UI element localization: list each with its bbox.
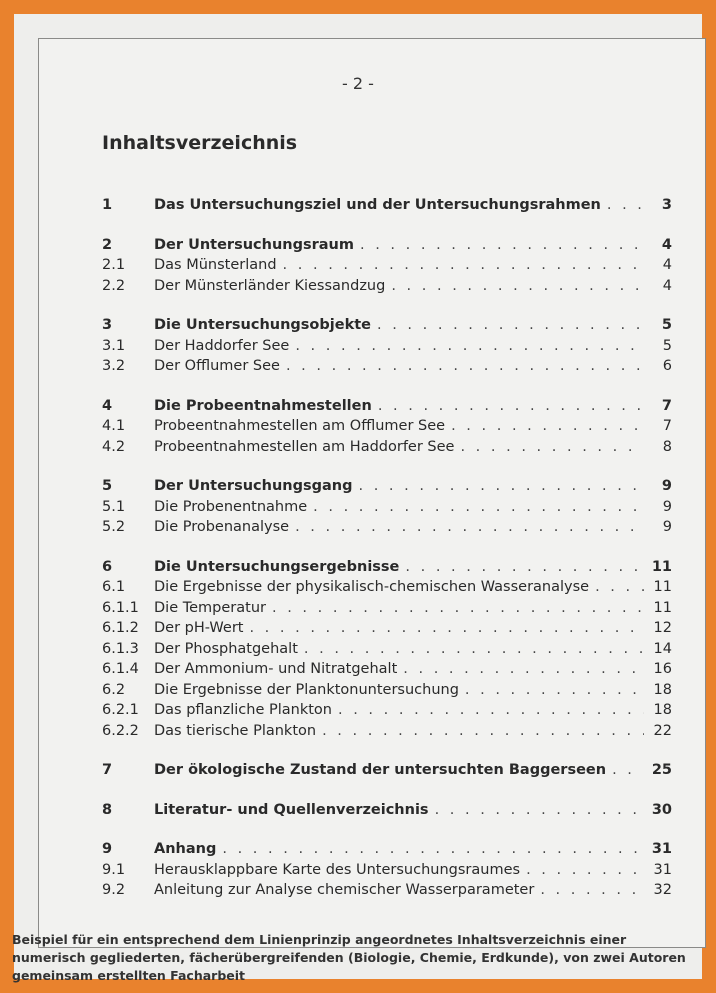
toc-entry-number: 4.2 [102, 438, 126, 455]
toc-entry-page: 5 [662, 337, 672, 354]
toc-entry-number: 5.2 [102, 519, 126, 535]
toc-entry-page: 11 [653, 599, 672, 616]
toc-entry-label: Der Münsterländer Kiessandzug [154, 277, 386, 294]
dot-leader [451, 416, 644, 437]
toc-entry-number: 1 [102, 197, 113, 213]
toc-entry [102, 800, 672, 821]
toc-entry-label: Der Haddorfer See [154, 337, 290, 354]
dot-leader [378, 396, 644, 417]
toc-entry-number: 9.1 [102, 861, 126, 878]
toc-entry-page: 18 [653, 681, 672, 698]
toc-entry-number: 4.1 [102, 418, 126, 434]
dot-leader [322, 721, 644, 742]
toc-entry [102, 880, 672, 901]
toc-entry [102, 557, 672, 578]
toc-entry-number: 2 [102, 236, 113, 253]
toc-entry [102, 497, 672, 518]
dot-leader [612, 760, 644, 781]
toc-entry-label: Die Ergebnisse der Planktonuntersuchung [154, 681, 459, 698]
toc-entry-number: 6.2.1 [102, 702, 139, 718]
toc-entry-label: Probeentnahmestellen am Offlumer See [154, 418, 446, 434]
dot-leader [360, 235, 644, 256]
toc-entry-label: Die Probenanalyse [154, 519, 290, 535]
dot-leader [405, 557, 644, 578]
toc-entry [102, 760, 672, 781]
toc-entry [102, 839, 672, 860]
dot-leader [304, 639, 644, 660]
toc-entry [102, 437, 672, 458]
toc-entry-page: 4 [661, 236, 672, 253]
toc-entry-page: 8 [662, 438, 672, 455]
dot-leader [391, 276, 644, 297]
toc-entry-number: 7 [102, 762, 113, 778]
toc-entry-number: 6.1.3 [102, 640, 139, 657]
toc-entry [102, 721, 672, 742]
toc-entry-page: 32 [653, 882, 672, 898]
toc-entry [102, 517, 672, 538]
toc-entry-page: 25 [651, 762, 672, 778]
toc-entry [102, 276, 672, 297]
toc-entry-page: 9 [662, 519, 672, 535]
toc-entry-page: 9 [662, 498, 672, 515]
dot-leader [358, 476, 644, 497]
dot-leader [465, 680, 644, 701]
toc-entry-label: Das Münsterland [154, 257, 277, 273]
figure-caption: Beispiel für ein entsprechend dem Linienprinzip angeordnetes Inhaltsverzeichnis einer numerisch gegliederten, fächerübergreifenden (Biologie, Chemie, Erdkunde), von zwei Autoren gemeinsam erstellten Facharbeit [12, 932, 686, 983]
dot-leader [595, 577, 644, 598]
dot-leader [460, 437, 644, 458]
toc-entry-label: Das pflanzliche Plankton [154, 702, 332, 718]
toc-entry [102, 315, 672, 336]
toc-entry-number: 6.2 [102, 681, 126, 698]
toc-entry-label: Probeentnahmestellen am Haddorfer See [154, 438, 455, 455]
toc-entry-page: 31 [653, 861, 672, 878]
toc-entry-page: 30 [651, 801, 672, 818]
dot-leader [249, 618, 644, 639]
toc-entry-page: 7 [662, 418, 672, 434]
dot-leader [526, 860, 644, 881]
toc-entry-page: 7 [661, 397, 672, 414]
dot-leader [295, 336, 644, 357]
toc-entry [102, 396, 672, 417]
dot-leader [607, 195, 644, 216]
toc-entry [102, 680, 672, 701]
toc-entry-number: 6 [102, 558, 113, 575]
toc-entry-page: 11 [653, 579, 672, 595]
toc-entry-label: Das Untersuchungsziel und der Untersuchungsrahmen [154, 197, 601, 213]
toc-entry-number: 6.1.2 [102, 620, 139, 636]
toc-entry-label: Die Probeentnahmestellen [154, 397, 372, 414]
dot-leader [377, 315, 644, 336]
toc-entry-label: Die Temperatur [154, 599, 266, 616]
toc-entry [102, 860, 672, 881]
toc-entry [102, 255, 672, 276]
toc-entry [102, 618, 672, 639]
toc-entry-label: Anhang [154, 841, 217, 857]
toc-entry-number: 2.1 [102, 257, 126, 273]
toc-entry-page: 6 [662, 358, 672, 374]
toc-entry-page: 11 [651, 558, 672, 575]
toc-entry-number: 5 [102, 478, 113, 494]
toc-entry-page: 4 [662, 257, 672, 273]
toc-entry-number: 9.2 [102, 882, 126, 898]
toc-entry-label: Der Offlumer See [154, 358, 280, 374]
toc-entry-page: 9 [661, 478, 672, 494]
toc-entry-number: 6.1 [102, 579, 126, 595]
dot-leader [272, 598, 644, 619]
toc-entry [102, 577, 672, 598]
toc-entry-number: 9 [102, 841, 113, 857]
dot-leader [222, 839, 644, 860]
toc-entry-number: 3.1 [102, 337, 126, 354]
toc-entry [102, 356, 672, 377]
toc-entry [102, 336, 672, 357]
dot-leader [338, 700, 644, 721]
toc-entry-page: 22 [653, 722, 672, 739]
dot-leader [540, 880, 644, 901]
document-sheet [14, 14, 702, 979]
toc-entry [102, 700, 672, 721]
toc-entry [102, 639, 672, 660]
toc-entry [102, 476, 672, 497]
toc-entry-page: 12 [653, 620, 672, 636]
toc-entry-page: 3 [661, 197, 672, 213]
dot-leader [286, 356, 644, 377]
toc-entry-number: 2.2 [102, 277, 126, 294]
toc-entry-number: 6.1.1 [102, 599, 139, 616]
toc-entry-page: 5 [661, 317, 672, 333]
page-number: - 2 - [342, 74, 374, 93]
toc-entry-number: 5.1 [102, 498, 126, 515]
toc-entry-label: Die Untersuchungsergebnisse [154, 558, 400, 575]
toc-entry [102, 416, 672, 437]
toc-entry-label: Der Untersuchungsgang [154, 478, 353, 494]
toc-entry-label: Die Probenentnahme [154, 498, 308, 515]
toc-entry-label: Die Untersuchungsobjekte [154, 317, 371, 333]
toc-entry-page: 16 [653, 661, 672, 677]
toc-entry-label: Literatur- und Quellenverzeichnis [154, 801, 429, 818]
dot-leader [295, 517, 644, 538]
toc-entry-number: 3 [102, 317, 113, 333]
toc-entry-label: Das tierische Plankton [154, 722, 317, 739]
toc-entry-label: Herausklappbare Karte des Untersuchungsraumes [154, 861, 521, 878]
toc-entry [102, 195, 672, 216]
toc-entry-page: 14 [653, 640, 672, 657]
toc-entry-label: Der Phosphatgehalt [154, 640, 298, 657]
toc-entry [102, 598, 672, 619]
toc-entry-label: Anleitung zur Analyse chemischer Wasserparameter [154, 882, 535, 898]
toc-entry-number: 4 [102, 397, 113, 414]
toc-entry-label: Der Ammonium- und Nitratgehalt [154, 661, 398, 677]
toc-entry [102, 235, 672, 256]
toc-entry-label: Die Ergebnisse der physikalisch-chemischen Wasseranalyse [154, 579, 590, 595]
toc-entry-number: 6.1.4 [102, 661, 139, 677]
toc-entry-number: 8 [102, 801, 113, 818]
toc-entry-page: 31 [651, 841, 672, 857]
dot-leader [403, 659, 644, 680]
dot-leader [313, 497, 644, 518]
toc-title: Inhaltsverzeichnis [102, 132, 298, 154]
toc-entry-page: 18 [653, 702, 672, 718]
toc-entry-number: 6.2.2 [102, 722, 139, 739]
dot-leader [283, 255, 644, 276]
toc-entry-label: Der ökologische Zustand der untersuchten Baggerseen [154, 762, 607, 778]
toc-entry-page: 4 [662, 277, 672, 294]
dot-leader [435, 800, 644, 821]
table-of-contents [102, 195, 672, 901]
toc-entry-label: Der Untersuchungsraum [154, 236, 354, 253]
toc-entry-number: 3.2 [102, 358, 126, 374]
toc-entry [102, 659, 672, 680]
toc-entry-label: Der pH-Wert [154, 620, 244, 636]
